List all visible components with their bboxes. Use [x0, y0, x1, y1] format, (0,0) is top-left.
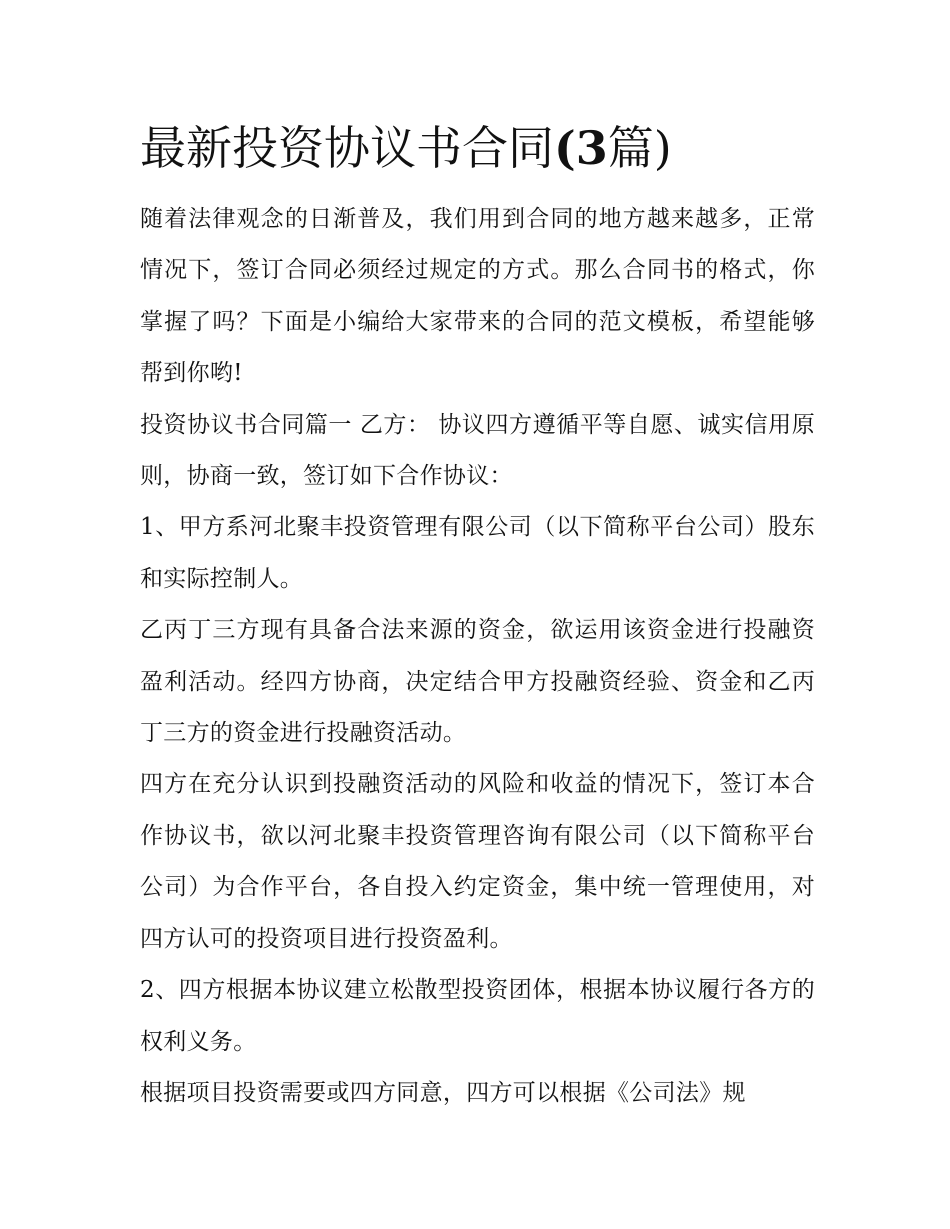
title-suffix: 篇) — [607, 121, 672, 175]
paragraph-clause-1: 1、甲方系河北聚丰投资管理有限公司（以下简称平台公司）股东和实际控制人。 — [140, 514, 815, 592]
paragraph-article-one-heading: 投资协议书合同篇一 乙方： 协议四方遵循平等自愿、诚实信用原则，协商一致，签订如下合作协议： — [140, 411, 815, 490]
document-page — [140, 112, 815, 1119]
title-main: 最新投资协议书合同 — [140, 121, 554, 175]
paragraph-intro: 随着法律观念的日渐普及，我们用到合同的地方越来越多，正常情况下，签订合同必须经过规定的方式。那么合同书的格式，你掌握了吗？下面是小编给大家带来的合同的范文模板，希望能够帮到你哟! — [140, 206, 815, 387]
paragraph-clause-2: 2、四方根据本协议建立松散型投资团体，根据本协议履行各方的权利义务。 — [140, 977, 815, 1055]
paragraph-platform: 四方在充分认识到投融资活动的风险和收益的情况下，签订本合作协议书，欲以河北聚丰投资管理咨询有限公司（以下简称平台公司）为合作平台，各自投入约定资金，集中统一管理使用，对四方认可的投资项目进行投资盈利。 — [140, 771, 815, 952]
document-body — [140, 194, 815, 1119]
paragraph-company-law: 根据项目投资需要或四方同意，四方可以根据《公司法》规 — [140, 1079, 746, 1106]
title-number: (3 — [554, 121, 608, 175]
paragraph-funds: 乙丙丁三方现有具备合法来源的资金，欲运用该资金进行投融资盈利活动。经四方协商，决定结合甲方投融资经验、资金和乙丙丁三方的资金进行投融资活动。 — [140, 617, 815, 747]
document-title — [140, 112, 815, 184]
